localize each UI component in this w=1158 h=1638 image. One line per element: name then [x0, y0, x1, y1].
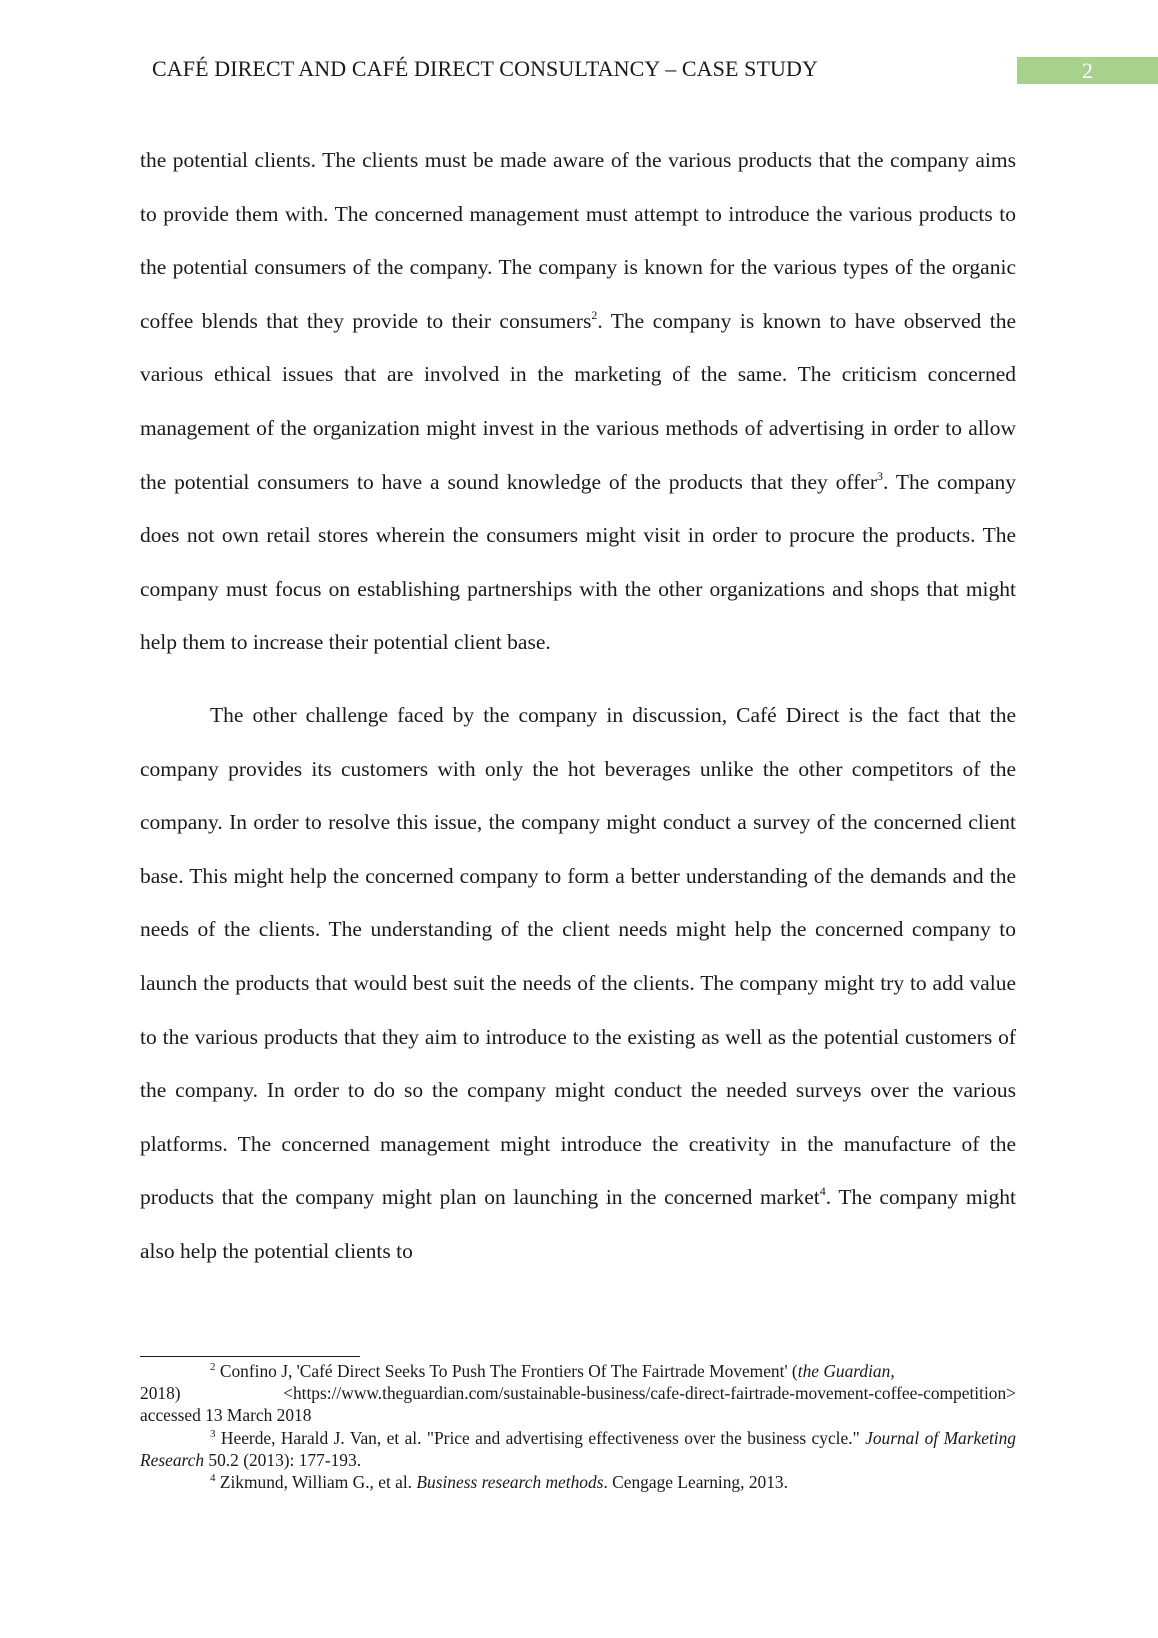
- footnote-italic: the Guardian: [797, 1361, 891, 1381]
- paragraph-1-text-b: . The company is known to have observed the various ethical issues that are involved in the marketing of the same. The criticism concerned management of the organization might invest in the various methods of advertising in order to allow the potential consumers to have a sound knowledge of the products that they offer: [140, 308, 1016, 494]
- footnote-text: Heerde, Harald J. Van, et al. "Price and advertising effectiveness over the business cycle.": [215, 1427, 866, 1448]
- footnote-text: . Cengage Learning, 2013.: [603, 1472, 788, 1493]
- footnote-number: 4: [210, 1472, 216, 1485]
- footnote-italic: Journal of Marketing Research: [140, 1427, 1017, 1470]
- paragraph-1-text-a: the potential clients. The clients must be made aware of the various products that the company aims to provide them with. The concerned management must attempt to introduce the various products to the potential consumers of the company. The company is known for the various types of the organic coffee blends that they provide to their consumers: [140, 148, 1016, 333]
- body-text: [140, 134, 1016, 1278]
- footnote-separator: [140, 1356, 360, 1357]
- footnote-text: Confino J, 'Café Direct Seeks To Push The Frontiers Of The Fairtrade Movement' (: [215, 1361, 798, 1381]
- page-number: 2: [1017, 57, 1158, 84]
- paragraph-2-text-a: The other challenge faced by the company in discussion, Café Direct is the fact that the company provides its customers with only the hot beverages unlike the other competitors of the company. In order to resolve this issue, the company might conduct a survey of the concerned client base. This might help the concerned company to form a better understanding of the demands and the needs of the clients. The understanding of the client needs might help the concerned company to launch the products that would best suit the needs of the clients. The company might try to add value to the various products that they aim to introduce to the existing as well as the potential customers of the company. In order to do so the company might conduct the needed surveys over the various platforms. The concerned management might introduce the creativity in the manufacture of the products that the company might plan on launching in the concerned market: [140, 702, 1016, 1210]
- paragraph-2: [140, 689, 1016, 1279]
- footnote-ref-4: 4: [819, 1184, 826, 1199]
- footnote-3: [140, 1427, 1016, 1471]
- footnote-number: 2: [210, 1361, 216, 1373]
- footnotes: [140, 1360, 1016, 1493]
- paragraph-2-text-b: . The company might also help the potential clients to: [140, 1185, 1016, 1263]
- running-header-title: CAFÉ DIRECT AND CAFÉ DIRECT CONSULTANCY – CASE STUDY: [152, 56, 818, 81]
- footnote-url-line: 2018) <https://www.theguardian.com/sustainable-business/cafe-direct-fairtrade-movement-coffee-competition>: [140, 1383, 1016, 1404]
- page-header: [0, 0, 1158, 110]
- footnote-number: 3: [210, 1427, 216, 1440]
- footnote-ref-2: 2: [591, 307, 598, 322]
- footnote-2: [140, 1360, 1016, 1427]
- footnote-italic: Business research methods: [416, 1472, 604, 1493]
- footnote-text: 50.2 (2013): 177-193.: [204, 1449, 362, 1470]
- footnote-text: ,: [890, 1361, 895, 1381]
- footnote-accessed-line: accessed 13 March 2018: [140, 1405, 312, 1426]
- paragraph-1: [140, 134, 1016, 670]
- footnote-4: [140, 1471, 1016, 1493]
- footnote-ref-3: 3: [877, 468, 884, 483]
- paragraph-1-text-c: . The company does not own retail stores wherein the consumers might visit in order to procure the products. The company must focus on establishing partnerships with the other organizations and shops that might help them to increase their potential client base.: [140, 469, 1016, 655]
- footnote-text: Zikmund, William G., et al.: [215, 1472, 417, 1493]
